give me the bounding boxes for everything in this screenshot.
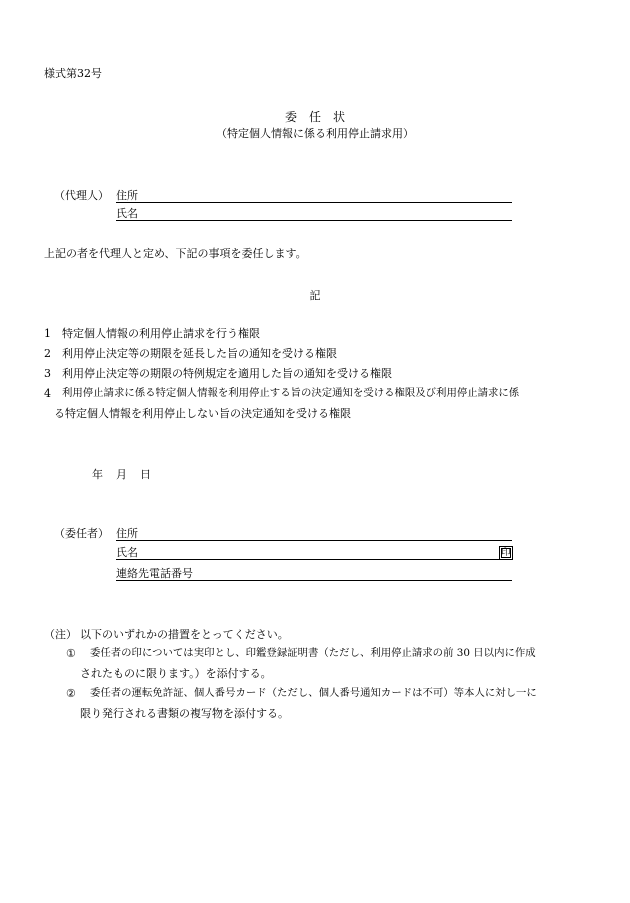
seal-box: 印 [499,546,513,560]
item-text: 利用停止決定等の期限を延長した旨の通知を受ける権限 [62,347,337,360]
principal-name-label: 氏名 [116,546,138,559]
principal-address-label: 住所 [116,527,138,540]
item-text: 利用停止決定等の期限の特例規定を適用した旨の通知を受ける権限 [62,367,392,380]
principal-phone-field[interactable] [116,580,512,581]
item-number: 1 [44,327,51,340]
date-day: 日 [140,468,151,481]
document-title: 委 任 状 [284,110,345,124]
note2-text-continued: 限り発行される書類の複写物を添付する。 [80,707,289,720]
date-year: 年 [92,468,103,481]
agent-label: （代理人） [54,189,109,202]
date-month: 月 [116,468,127,481]
item-number: 4 [44,387,51,400]
notes-intro: 以下のいずれかの措置をとってください。 [80,628,289,641]
agent-name-label: 氏名 [116,207,138,220]
item-number: 3 [44,367,51,380]
principal-address-field[interactable] [116,540,512,541]
principal-name-field[interactable] [116,559,512,560]
agent-name-field[interactable] [116,220,512,221]
notes-label: （注） [44,628,77,641]
item-text-continued: る特定個人情報を利用停止しない旨の決定通知を受ける権限 [54,407,351,420]
principal-label: （委任者） [54,527,109,540]
note1-mark: ① [66,647,76,660]
agent-address-field[interactable] [116,202,512,203]
principal-phone-label: 連絡先電話番号 [116,567,193,580]
note2-text: 委任者の運転免許証、個人番号カード（ただし、個人番号通知カードは不可）等本人に対し一に [90,687,537,699]
document-subtitle: （特定個人情報に係る利用停止請求用） [216,127,414,140]
item-number: 2 [44,347,51,360]
note1-text-continued: されたものに限ります。）を添付する。 [80,667,272,680]
agent-address-label: 住所 [116,189,138,202]
item-text: 特定個人情報の利用停止請求を行う権限 [62,327,260,340]
form-number: 様式第32号 [44,67,102,80]
ki-heading: 記 [309,289,321,302]
delegation-statement: 上記の者を代理人と定め、下記の事項を委任します。 [44,247,307,260]
note1-text: 委任者の印については実印とし、印鑑登録証明書（ただし、利用停止請求の前 30 日以内に作成 [90,647,536,659]
item-text: 利用停止請求に係る特定個人情報を利用停止する旨の決定通知を受ける権限及び利用停止請求に係 [62,387,520,399]
note2-mark: ② [66,687,76,700]
